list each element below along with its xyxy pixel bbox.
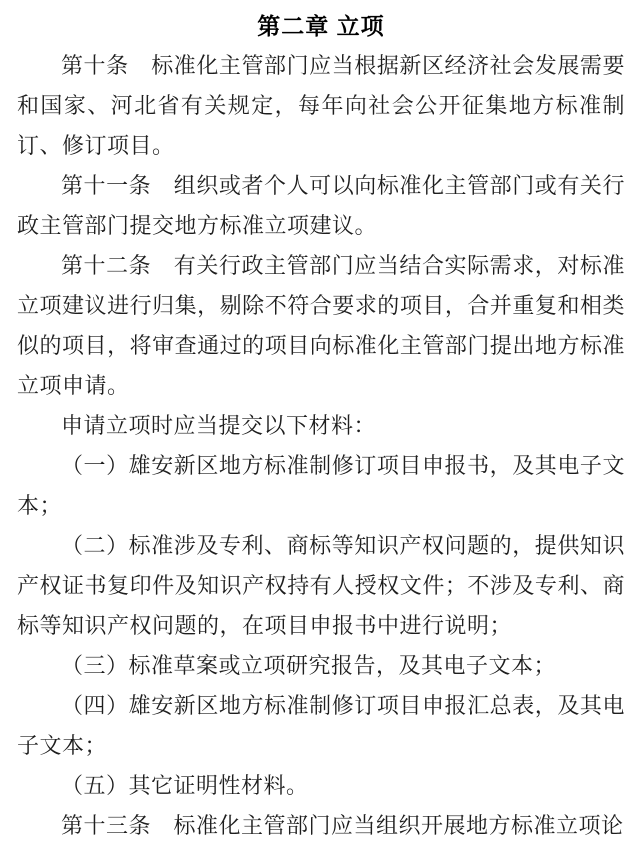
article-11-paragraph: 第十一条 组织或者个人可以向标准化主管部门或有关行政主管部门提交地方标准立项建议。	[17, 173, 625, 238]
chapter-title: 第二章 立项	[257, 13, 385, 39]
article-12-paragraph: 第十二条 有关行政主管部门应当结合实际需求，对标准立项建议进行归集，剔除不符合要求的项目，合并重复和相类似的项目，将审查通过的项目向标准化主管部门提出地方标准立项申请。	[17, 253, 625, 398]
material-item-2: （二）标准涉及专利、商标等知识产权问题的，提供知识产权证书复印件及知识产权持有人授权文件；不涉及专利、商标等知识产权问题的，在项目申报书中进行说明；	[17, 533, 625, 638]
material-item-1: （一）雄安新区地方标准制修订项目申报书，及其电子文本；	[17, 453, 625, 518]
materials-intro-paragraph: 申请立项时应当提交以下材料：	[61, 413, 377, 438]
article-13-paragraph: 第十三条 标准化主管部门应当组织开展地方标准立项论	[61, 813, 624, 838]
article-10-paragraph: 第十条 标准化主管部门应当根据新区经济社会发展需要和国家、河北省有关规定，每年向社会公开征集地方标准制订、修订项目。	[17, 53, 625, 158]
material-item-5: （五）其它证明性材料。	[61, 773, 309, 798]
material-item-3: （三）标准草案或立项研究报告，及其电子文本；	[61, 653, 557, 678]
material-item-4: （四）雄安新区地方标准制修订项目申报汇总表，及其电子文本；	[17, 693, 625, 758]
